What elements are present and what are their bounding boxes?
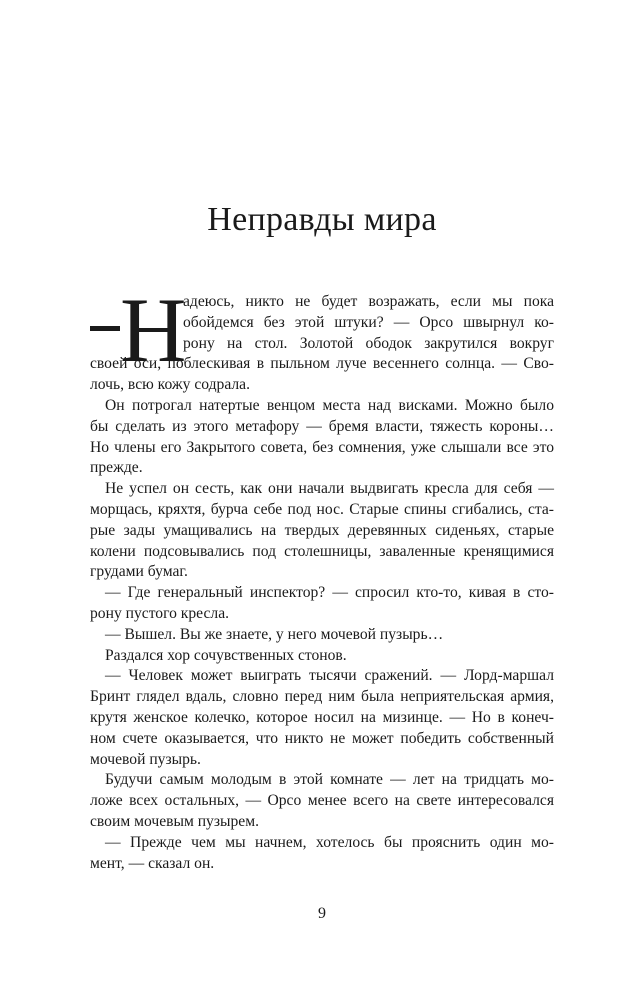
chapter-title: Неправды мира bbox=[207, 201, 437, 238]
paragraph bbox=[90, 479, 554, 583]
paragraph bbox=[90, 666, 554, 770]
body-text bbox=[90, 279, 554, 874]
text-line: Но члены его Закрытого совета, без сомнения, уже слышали все это bbox=[90, 438, 554, 456]
text-line: ложе всех остальных, — Орсо менее всего на свете интересовался bbox=[90, 792, 554, 810]
text-line: морщась, кряхтя, бурча себе под нос. Старые спины сгибались, ста- bbox=[90, 500, 554, 518]
text-line: рону на стол. Золотой ободок закрутился вокруг bbox=[183, 334, 554, 352]
text-line: грудами бумаг. bbox=[90, 563, 188, 581]
paragraph bbox=[90, 770, 554, 832]
text-line: — Человек может выиграть тысячи сражений. — Лорд-маршал bbox=[105, 667, 554, 685]
text-line: Не успел он сесть, как они начали выдвигать кресла для себя — bbox=[105, 480, 554, 498]
paragraph bbox=[90, 583, 554, 625]
paragraph bbox=[90, 833, 554, 875]
text-line: рону пустого кресла. bbox=[90, 604, 230, 622]
text-line: своей оси, поблескивая в пыльном луче весеннего солнца. — Сво- bbox=[90, 355, 554, 373]
text-line: Бринт глядел вдаль, словно перед ним была неприятельская армия, bbox=[90, 688, 554, 706]
text-line: рые зады умащивались на твердых деревянных сиденьях, старые bbox=[90, 521, 554, 539]
opening-paragraph bbox=[90, 279, 554, 396]
text-line: — Вышел. Вы же знаете, у него мочевой пузырь… bbox=[105, 625, 444, 643]
text-line: Будучи самым молодым в этой комнате — лет на тридцать мо- bbox=[105, 771, 554, 789]
text-line: прежде. bbox=[90, 459, 143, 477]
text-line: Раздался хор сочувственных стонов. bbox=[105, 646, 347, 664]
text-line: — Прежде чем мы начнем, хотелось бы прояснить один мо- bbox=[105, 833, 554, 851]
text-line: Он потрогал натертые венцом места над висками. Можно было bbox=[105, 397, 554, 414]
text-line: лочь, всю кожу содрала. bbox=[90, 376, 250, 394]
opening-lines bbox=[90, 292, 554, 396]
drop-cap: Н bbox=[120, 279, 187, 381]
paragraph bbox=[90, 625, 554, 646]
text-line: бы сделать из этого метафору — бремя власти, тяжесть короны… bbox=[90, 417, 554, 435]
text-line: крутя женское колечко, которое носил на мизинце. — Но в конеч- bbox=[90, 708, 554, 726]
text-line: колени подсовывались под столешницы, заваленные кренящимися bbox=[90, 542, 554, 560]
text-line: ном счете оказывается, что никто не может победить собственный bbox=[90, 729, 554, 747]
paragraph bbox=[90, 396, 554, 479]
text-line: адеюсь, никто не будет возражать, если мы пока bbox=[183, 293, 554, 310]
text-line: — Где генеральный инспектор? — спросил кто-то, кивая в сто- bbox=[105, 584, 554, 602]
text-line: мент, — сказал он. bbox=[90, 854, 215, 872]
text-line: обойдемся без этой штуки? — Орсо швырнул ко- bbox=[183, 313, 554, 331]
text-line: мочевой пузырь. bbox=[90, 750, 201, 768]
paragraph bbox=[90, 646, 554, 667]
page-number: 9 bbox=[318, 905, 326, 922]
text-line: своим мочевым пузырем. bbox=[90, 812, 259, 830]
paragraphs bbox=[90, 396, 554, 874]
